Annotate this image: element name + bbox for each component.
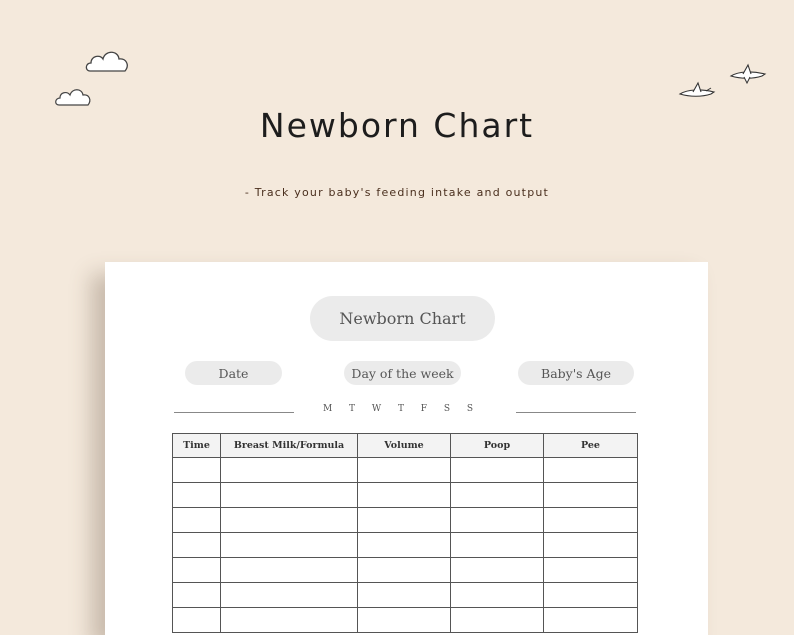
page-title: Newborn Chart [259, 106, 535, 145]
table-cell[interactable] [544, 533, 638, 558]
table-row [173, 558, 638, 583]
age-underline [516, 412, 636, 413]
table-cell[interactable] [544, 458, 638, 483]
table-cell[interactable] [451, 533, 544, 558]
table-cell[interactable] [358, 508, 451, 533]
table-cell[interactable] [451, 458, 544, 483]
feeding-log-table [172, 433, 638, 633]
table-cell[interactable] [221, 608, 358, 633]
table-cell[interactable] [173, 458, 221, 483]
table-header-row [173, 434, 638, 458]
table-cell[interactable] [173, 558, 221, 583]
table-cell[interactable] [544, 608, 638, 633]
table-cell[interactable] [173, 583, 221, 608]
table-cell[interactable] [221, 583, 358, 608]
table-row [173, 533, 638, 558]
column-header-pee: Pee [544, 434, 638, 458]
column-header-volume: Volume [358, 434, 451, 458]
weekday-selector [323, 404, 473, 414]
table-cell[interactable] [544, 583, 638, 608]
table-cell[interactable] [544, 508, 638, 533]
table-cell[interactable] [544, 558, 638, 583]
bird-icon [729, 63, 769, 85]
column-header-time: Time [173, 434, 221, 458]
column-header-poop: Poop [451, 434, 544, 458]
day-wednesday[interactable]: W [371, 404, 382, 414]
day-tuesday[interactable]: T [349, 404, 356, 414]
table-cell[interactable] [358, 608, 451, 633]
table-row [173, 608, 638, 633]
table-cell[interactable] [221, 533, 358, 558]
table-cell[interactable] [173, 608, 221, 633]
table-cell[interactable] [358, 583, 451, 608]
date-underline [174, 412, 294, 413]
table-cell[interactable] [451, 558, 544, 583]
table-cell[interactable] [358, 533, 451, 558]
table-cell[interactable] [173, 533, 221, 558]
chart-sheet [105, 262, 708, 635]
table-cell[interactable] [221, 458, 358, 483]
page-subtitle: - Track your baby's feeding intake and output [244, 186, 550, 199]
table-cell[interactable] [451, 583, 544, 608]
table-cell[interactable] [221, 483, 358, 508]
table-row [173, 458, 638, 483]
day-sunday[interactable]: S [466, 404, 473, 414]
bird-icon [678, 80, 718, 102]
column-header-breast-milk-formula: Breast Milk/Formula [221, 434, 358, 458]
table-row [173, 483, 638, 508]
table-cell[interactable] [358, 483, 451, 508]
table-cell[interactable] [451, 508, 544, 533]
day-monday[interactable]: M [323, 404, 333, 414]
table-cell[interactable] [358, 458, 451, 483]
table-row [173, 508, 638, 533]
table-row [173, 583, 638, 608]
table-cell[interactable] [221, 558, 358, 583]
table-cell[interactable] [451, 608, 544, 633]
day-of-week-field[interactable]: Day of the week [344, 361, 461, 385]
sheet-title: Newborn Chart [310, 296, 495, 341]
table-cell[interactable] [221, 508, 358, 533]
table-cell[interactable] [173, 483, 221, 508]
table-cell[interactable] [544, 483, 638, 508]
day-thursday[interactable]: T [397, 404, 404, 414]
day-friday[interactable]: F [420, 404, 428, 414]
baby-age-field[interactable]: Baby's Age [518, 361, 634, 385]
table-cell[interactable] [358, 558, 451, 583]
cloud-icon [84, 46, 132, 76]
table-cell[interactable] [451, 483, 544, 508]
day-saturday[interactable]: S [443, 404, 450, 414]
table-cell[interactable] [173, 508, 221, 533]
date-field[interactable]: Date [185, 361, 282, 385]
